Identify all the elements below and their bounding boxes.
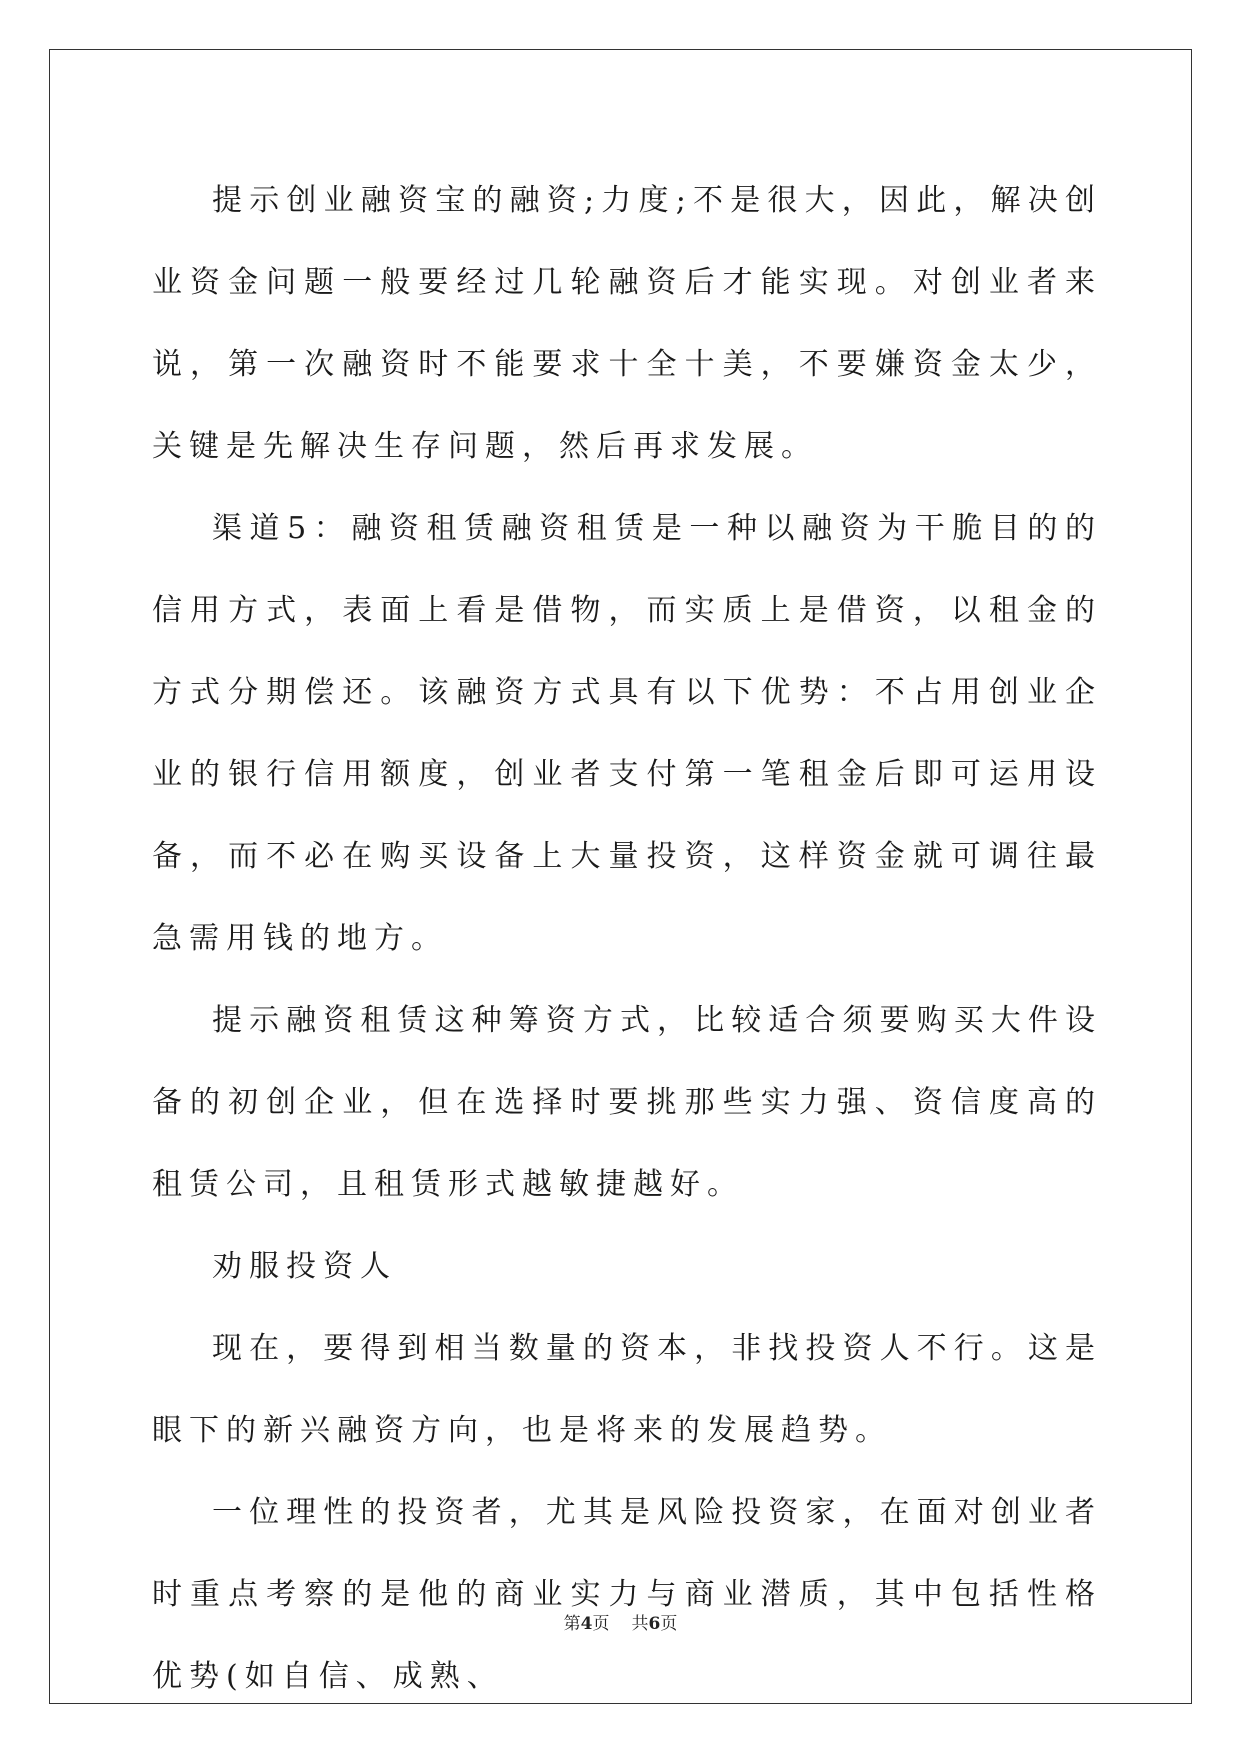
paragraph: 现在，要得到相当数量的资本，非找投资人不行。这是眼下的新兴融资方向，也是将来的发展趋势。 [152, 1331, 1102, 1448]
page-suffix: 页 [592, 1614, 610, 1634]
total-suffix: 页 [660, 1614, 678, 1634]
paragraph: 提示融资租赁这种筹资方式，比较适合须要购买大件设备的初创企业，但在选择时要挑那些实力强、资信度高的租赁公司，且租赁形式越敏捷越好。 [152, 1003, 1102, 1202]
section-heading: 劝服投资人 [212, 1249, 397, 1284]
total-pages: 6 [648, 1614, 661, 1634]
page-footer [0, 1609, 1241, 1634]
page-number: 4 [580, 1614, 593, 1634]
paragraph: 一位理性的投资者，尤其是风险投资家，在面对创业者时重点考察的是他的商业实力与商业潜质，其中包括性格优势(如自信、成熟、 [152, 1495, 1102, 1694]
document-body [152, 160, 1102, 1718]
paragraph: 提示创业融资宝的融资;力度;不是很大，因此，解决创业资金问题一般要经过几轮融资后才能实现。对创业者来说，第一次融资时不能要求十全十美，不要嫌资金太少，关键是先解决生存问题，然后再求发展。 [152, 183, 1102, 464]
total-prefix: 共 [631, 1614, 649, 1634]
paragraph: 渠道5：融资租赁融资租赁是一种以融资为干脆目的的信用方式，表面上看是借物，而实质上是借资，以租金的方式分期偿还。该融资方式具有以下优势：不占用创业企业的银行信用额度，创业者支付第一笔租金后即可运用设备，而不必在购买设备上大量投资，这样资金就可调往最急需用钱的地方。 [152, 511, 1102, 956]
page-prefix: 第 [563, 1614, 581, 1634]
